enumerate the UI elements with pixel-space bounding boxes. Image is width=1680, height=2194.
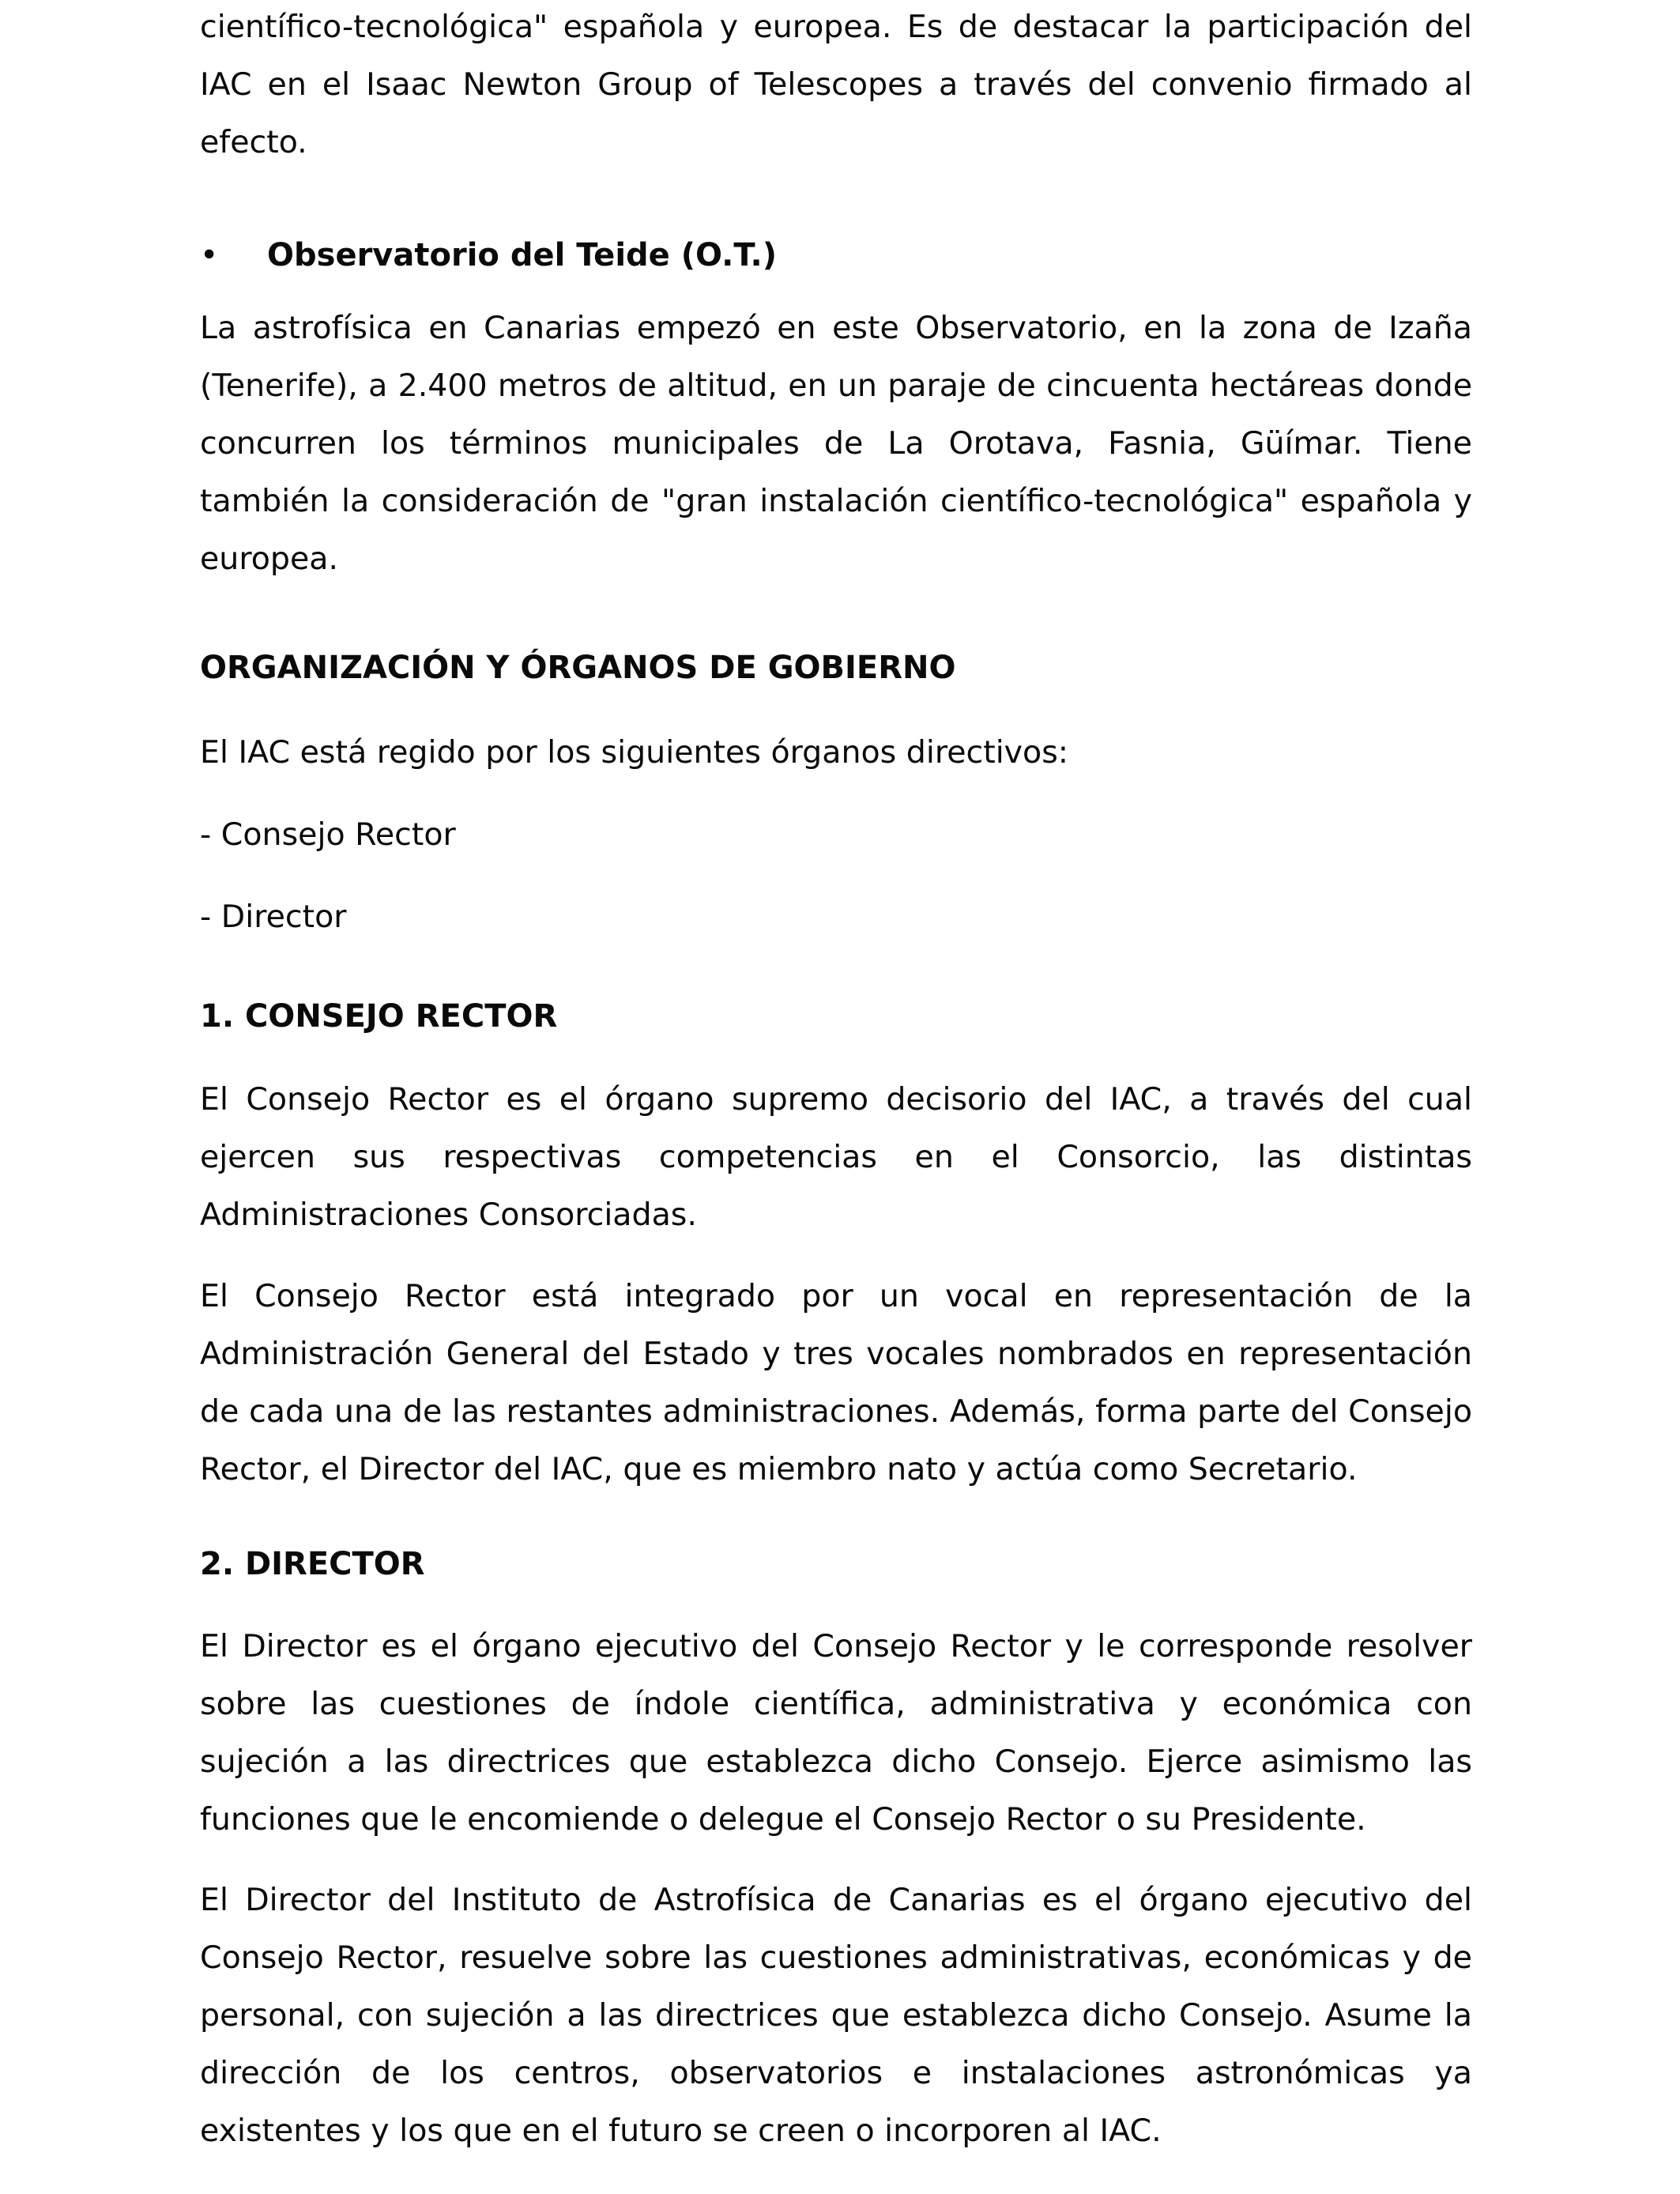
teide-paragraph: La astrofísica en Canarias empezó en este Observatorio, en la zona de Izaña (Tenerife), a 2.400 metros de altitud, en un paraje de cincuenta hectáreas donde concurren los términos municipales de La Orotava, Fasnia, Güímar. Tiene también la consideración de "gran instalación científico-tecnológica" española y europea. (200, 310, 1472, 577)
governing-intro: El IAC está regido por los siguientes órganos directivos: (200, 734, 1069, 771)
consejo-heading: 1. CONSEJO RECTOR (200, 998, 558, 1035)
governing-item-director: - Director (200, 899, 347, 935)
bullet-icon: • (200, 237, 219, 273)
director-heading: 2. DIRECTOR (200, 1546, 425, 1582)
consejo-paragraph-2: El Consejo Rector está integrado por un vocal en representación de la Administración General del Estado y tres vocales nombrados en representación de cada una de las restantes administraciones. Además, forma parte del Consejo Rector, el Director del IAC, que es miembro nato y actúa como Secretario. (200, 1278, 1472, 1487)
consejo-paragraph-1: El Consejo Rector es el órgano supremo decisorio del IAC, a través del cual ejercen sus respectivas competencias en el Consorcio, las distintas Administraciones Consorciadas. (200, 1081, 1472, 1233)
governing-item-consejo: - Consejo Rector (200, 816, 456, 853)
director-paragraph-2: El Director del Instituto de Astrofísica de Canarias es el órgano ejecutivo del Consejo Rector, resuelve sobre las cuestiones administrativas, económicas y de personal, con sujeción a las directrices que establezca dicho Consejo. Asume la dirección de los centros, observatorios e instalaciones astronómicas ya existentes y los que en el futuro se creen o incorporen al IAC. (200, 1882, 1472, 2149)
bullet-item-teide (200, 227, 1472, 285)
bullet-title: Observatorio del Teide (O.T.) (267, 237, 777, 273)
section-heading: ORGANIZACIÓN Y ÓRGANOS DE GOBIERNO (200, 650, 956, 686)
intro-paragraph: científico-tecnológica" española y europea. Es de destacar la participación del IAC en el Isaac Newton Group of Telescopes a través del convenio firmado al efecto. (200, 9, 1472, 160)
director-paragraph-1: El Director es el órgano ejecutivo del Consejo Rector y le corresponde resolver sobre las cuestiones de índole científica, administrativa y económica con sujeción a las directrices que establezca dicho Consejo. Ejerce asimismo las funciones que le encomiende o delegue el Consejo Rector o su Presidente. (200, 1628, 1472, 1838)
